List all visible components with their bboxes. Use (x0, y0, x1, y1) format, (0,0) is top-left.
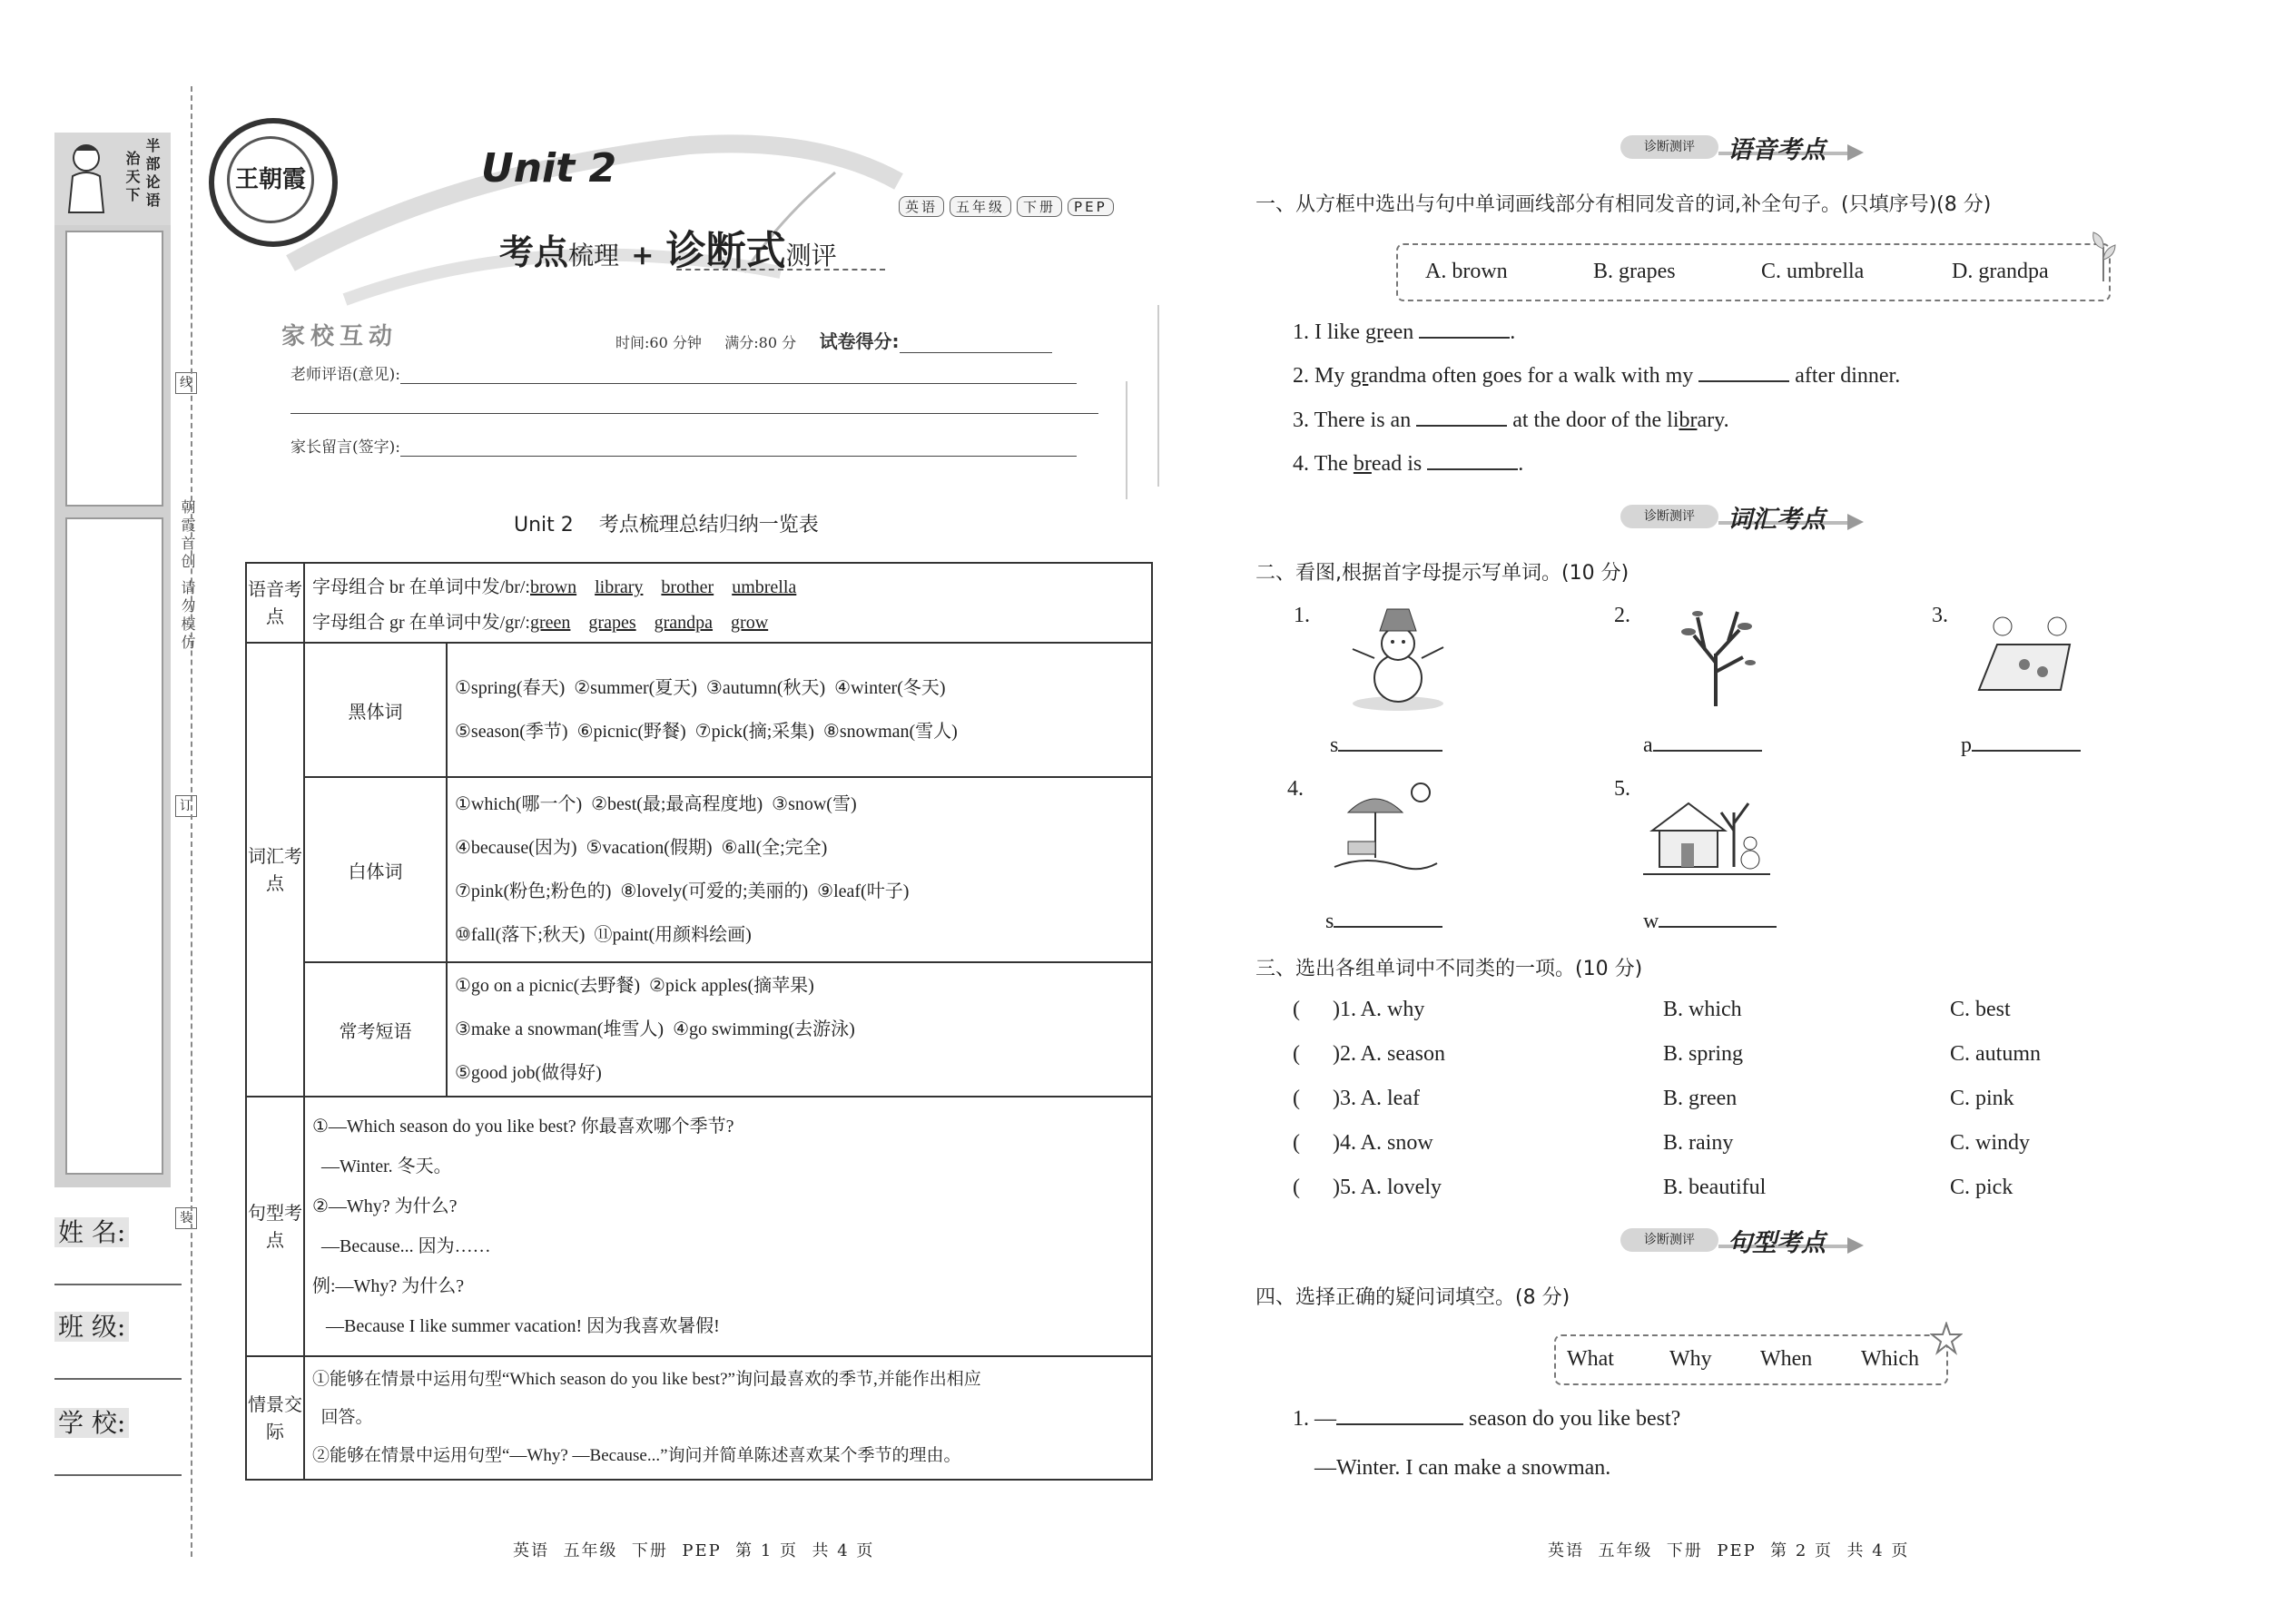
phrase-line: ⑤good job(做得好) (455, 1063, 602, 1083)
class-field: 班 级: (54, 1307, 182, 1343)
phonics-label: 语音考点 (246, 563, 304, 643)
phrases-content (447, 962, 1152, 1097)
bold-words-line: ⑤season(季节) ⑥picnic(野餐) ⑦pick(摘;采集) ⑧snowman(雪人) (455, 722, 958, 742)
part3-row-5-b: B. beautiful (1663, 1176, 1767, 1199)
sentence-label: 句型考点 (246, 1097, 304, 1356)
sentence-line: —Because I like summer vacation! 因为我喜欢暑假! (312, 1316, 720, 1336)
autumn-tree-icon (1661, 599, 1770, 708)
white-words-content (447, 777, 1152, 962)
name-field: 姓 名: (54, 1213, 182, 1249)
parent-message-row (290, 434, 1077, 457)
part3-row-3-c: C. pink (1950, 1087, 2014, 1110)
side-note: 朝霞首创 请勿模仿 (179, 499, 196, 654)
scene-line: ①能够在情景中运用句型“Which season do you like best?”询问最喜欢的季节,并能作出相应 (312, 1370, 981, 1389)
blank-input[interactable] (1698, 380, 1789, 382)
sentence-line: —Winter. 冬天。 (312, 1156, 452, 1176)
part3-row-1-c: C. best (1950, 998, 2011, 1021)
snowman-icon (1344, 604, 1452, 713)
option-a: A. brown (1425, 260, 1508, 283)
sprout-icon (2088, 229, 2119, 283)
blank-input[interactable] (1416, 425, 1507, 427)
banner-sentence: 诊断测评 句型考点 (1620, 1223, 1875, 1257)
white-words-line: ⑩fall(落下;秋天) ⑪paint(用颜料绘画) (455, 925, 752, 945)
teacher-comment-label: 老师评语(意见): (290, 366, 400, 384)
summer-beach-icon (1330, 776, 1439, 885)
cut-mark-line: 线 (175, 372, 197, 394)
answer-5[interactable]: w (1643, 910, 1777, 934)
teacher-comment-input-2[interactable] (290, 413, 1098, 414)
answer-2[interactable]: a (1643, 733, 1762, 758)
cut-mark-bind: 订 (175, 795, 197, 817)
phonics-row-gr: 字母组合 gr 在单词中发/gr/:green grapes grandpa grow (312, 613, 769, 633)
bold-words-label: 黑体词 (304, 643, 447, 777)
part3-row-3: ( )3. A. leaf (1293, 1087, 1420, 1110)
part1-q4: 4. The bread is . (1293, 452, 1524, 476)
sentence-line: —Because... 因为…… (312, 1236, 491, 1256)
exam-time: 时间:60 分钟 (615, 334, 702, 351)
logo-text: 王朝霞 (227, 136, 314, 223)
cut-line (191, 86, 192, 1557)
pic-num-3: 3. (1932, 604, 1948, 627)
answer-4[interactable]: s (1325, 910, 1442, 934)
page-subtitle: 考点梳理 + 诊断式测评 (499, 228, 837, 274)
option-when: When (1760, 1347, 1813, 1371)
part4-option-box (1554, 1334, 1948, 1385)
pic-num-2: 2. (1614, 604, 1630, 627)
tag-edition: PEP (1068, 198, 1114, 216)
vocab-label: 词汇考点 (246, 643, 304, 1097)
part3-row-2-b: B. spring (1663, 1042, 1744, 1066)
part2-title: 二、看图,根据首字母提示写单词。(10 分) (1255, 562, 1629, 585)
star-icon (1930, 1322, 1963, 1358)
option-b: B. grapes (1593, 260, 1676, 283)
phonics-row-br: 字母组合 br 在单词中发/br/:brown library brother umbrella (312, 577, 797, 597)
tag-grade: 五年级 (950, 196, 1011, 217)
teacher-comment-row-2 (290, 396, 1098, 414)
summary-table (245, 562, 1153, 1481)
part1-q2: 2. My grandma often goes for a walk with my after dinner. (1293, 364, 1901, 388)
part3-row-1: ( )1. A. why (1293, 998, 1425, 1021)
part1-option-box (1396, 243, 2111, 301)
school-line[interactable] (54, 1474, 182, 1476)
part3-row-2: ( )2. A. season (1293, 1042, 1445, 1066)
part3-row-4-c: C. windy (1950, 1131, 2031, 1155)
sentence-content (304, 1097, 1152, 1356)
phrase-line: ③make a snowman(堆雪人) ④go swimming(去游泳) (455, 1019, 855, 1039)
blank-input[interactable] (1419, 337, 1510, 339)
part3-row-4: ( )4. A. snow (1293, 1131, 1433, 1155)
phrase-line: ①go on a picnic(去野餐) ②pick apples(摘苹果) (455, 976, 814, 996)
teacher-comment-row (290, 361, 1077, 384)
part3-row-1-b: B. which (1663, 998, 1742, 1021)
name-line[interactable] (54, 1284, 182, 1285)
part3-row-5: ( )5. A. lovely (1293, 1176, 1442, 1199)
bold-words-line: ①spring(春天) ②summer(夏天) ③autumn(秋天) ④winter(冬天) (455, 678, 946, 698)
summary-title: Unit 2 考点梳理总结归纳一览表 (514, 514, 819, 536)
pic-num-5: 5. (1614, 777, 1630, 801)
option-what: What (1567, 1347, 1614, 1371)
part4-q1-question: 1. — season do you like best? (1293, 1407, 1681, 1431)
white-words-line: ①which(哪一个) ②best(最;最高程度地) ③snow(雪) (455, 794, 857, 814)
phonics-content (304, 563, 1152, 643)
part3-row-3-b: B. green (1663, 1087, 1738, 1110)
tag-volume: 下册 (1017, 196, 1062, 217)
teacher-comment-input[interactable] (400, 383, 1077, 384)
part1-q3: 3. There is an at the door of the library. (1293, 408, 1729, 432)
footer-left: 英语 五年级 下册 PEP 第 1 页 共 4 页 (513, 1541, 875, 1560)
exam-meta (615, 327, 1052, 353)
scene-content (304, 1356, 1152, 1480)
motto-col-1: 半部论语 (143, 138, 161, 211)
scene-line: ②能够在情景中运用句型“—Why? —Because...”询问并简单陈述喜欢某个季节的理由。 (312, 1446, 961, 1465)
cut-mark-staple: 装 (175, 1207, 197, 1229)
blank-input[interactable] (1336, 1423, 1463, 1425)
part3-row-2-c: C. autumn (1950, 1042, 2041, 1066)
pic-num-1: 1. (1294, 604, 1310, 627)
subtitle-underline (676, 269, 885, 271)
banner-vocab: 诊断测评 词汇考点 (1620, 499, 1875, 534)
footer-right: 英语 五年级 下册 PEP 第 2 页 共 4 页 (1548, 1541, 1910, 1560)
parent-message-input[interactable] (400, 456, 1077, 457)
unit-title: Unit 2 (481, 145, 617, 192)
part4-title: 四、选择正确的疑问词填空。(8 分) (1255, 1286, 1570, 1309)
family-school-title: 家校互动 (281, 323, 399, 350)
white-words-label: 白体词 (304, 777, 447, 962)
score-label: 试卷得分: (819, 330, 900, 352)
exam-full-score: 满分:80 分 (724, 334, 797, 351)
parent-message-label: 家长留言(签字): (290, 438, 400, 457)
margin-panel (54, 225, 171, 1187)
class-line[interactable] (54, 1378, 182, 1380)
box-accent-line (1126, 381, 1127, 499)
phrases-label: 常考短语 (304, 962, 447, 1097)
winter-house-icon (1643, 776, 1752, 885)
scholar-figure-icon (64, 140, 109, 218)
scene-line: 回答。 (312, 1408, 373, 1427)
part3-row-4-b: B. rainy (1663, 1131, 1734, 1155)
tag-subject: 英语 (899, 196, 944, 217)
part3-row-5-c: C. pick (1950, 1176, 2013, 1199)
answer-3[interactable]: p (1961, 733, 2081, 758)
part1-title: 一、从方框中选出与句中单词画线部分有相同发音的词,补全句子。(只填序号)(8 分) (1255, 193, 1992, 216)
option-c: C. umbrella (1761, 260, 1865, 283)
sentence-line: 例:—Why? 为什么? (312, 1276, 465, 1296)
scene-label: 情景交际 (246, 1356, 304, 1480)
option-which: Which (1861, 1347, 1919, 1371)
sentence-line: ②—Why? 为什么? (312, 1196, 458, 1216)
blank-input[interactable] (1427, 468, 1518, 470)
white-words-line: ⑦pink(粉色;粉色的) ⑧lovely(可爱的;美丽的) ⑨leaf(叶子) (455, 881, 910, 901)
motto-col-2: 治天下 (123, 151, 141, 205)
picnic-icon (1970, 599, 2079, 708)
answer-1[interactable]: s (1330, 733, 1442, 758)
banner-phonics: 诊断测评 语音考点 (1620, 130, 1875, 164)
white-words-line: ④because(因为) ⑤vacation(假期) ⑥all(全;完全) (455, 838, 828, 858)
margin-box-top (65, 231, 163, 507)
motto-panel (54, 133, 171, 225)
part3-title: 三、选出各组单词中不同类的一项。(10 分) (1255, 958, 1643, 980)
option-why: Why (1669, 1347, 1712, 1371)
part4-q1-answer: —Winter. I can make a snowman. (1314, 1456, 1611, 1480)
brand-logo (209, 118, 338, 247)
option-d: D. grandpa (1952, 260, 2049, 283)
pic-num-4: 4. (1287, 777, 1304, 801)
sentence-line: ①—Which season do you like best? 你最喜欢哪个季节? (312, 1117, 734, 1137)
score-input[interactable] (900, 352, 1052, 353)
part1-q1: 1. I like green . (1293, 320, 1516, 344)
margin-box-bottom (65, 517, 163, 1175)
school-field: 学 校: (54, 1403, 182, 1440)
header-tags (899, 196, 1119, 217)
bold-words-content (447, 643, 1152, 777)
